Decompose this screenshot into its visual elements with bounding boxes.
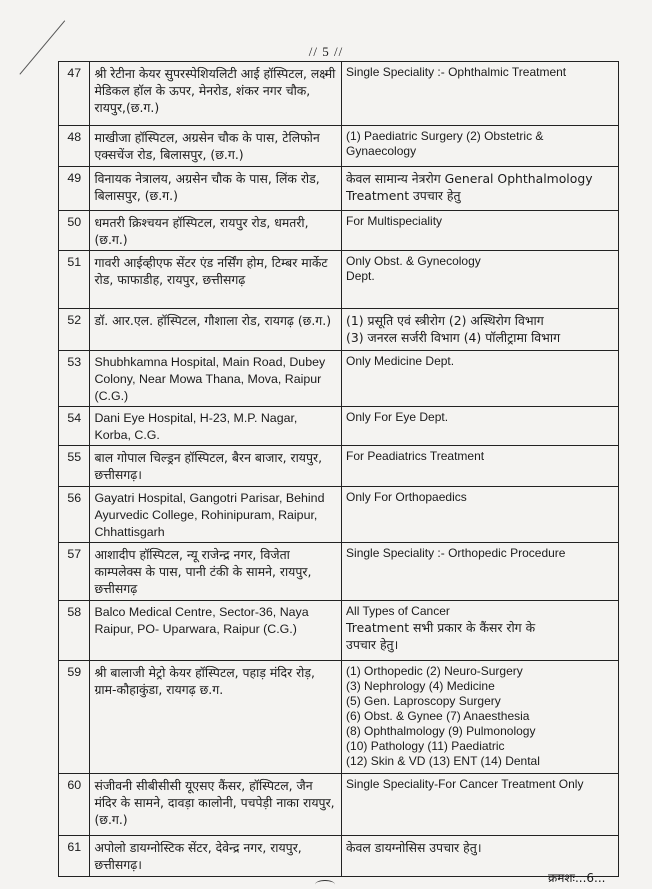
serial-number: 56 xyxy=(59,487,90,543)
serial-number: 53 xyxy=(59,351,90,407)
remark-line: केवल सामान्य नेत्ररोग General Ophthalmology xyxy=(346,171,593,186)
hospital-name-address: बाल गोपाल चिल्ड्रन हॉस्पिटल, बैरन बाजार, रायपुर, छत्तीसगढ़। xyxy=(90,446,342,487)
remark-line: Single Speciality-For Cancer Treatment Only xyxy=(346,777,584,791)
remark-line: उपचार हेतु। xyxy=(346,637,399,652)
remark-line: Single Speciality :- Ophthalmic Treatment xyxy=(346,65,567,79)
serial-number: 48 xyxy=(59,126,90,167)
table-row xyxy=(59,126,619,167)
serial-number: 58 xyxy=(59,601,90,661)
remark-line: Treatment सभी प्रकार के कैंसर रोग के xyxy=(346,620,536,635)
table-row xyxy=(59,309,619,351)
remark-line: केवल डायग्नोसिस उपचार हेतु। xyxy=(346,840,482,855)
remark-line: (12) Skin & VD (13) ENT (14) Dental xyxy=(346,754,540,768)
speciality-remarks xyxy=(342,62,619,126)
hospital-list-table xyxy=(58,61,619,877)
hospital-name-address: धमतरी क्रिश्चयन हॉस्पिटल, रायपुर रोड, धमतरी, (छ.ग.) xyxy=(90,211,342,251)
serial-number: 47 xyxy=(59,62,90,126)
page-number: // 5 // xyxy=(308,44,344,59)
hospital-name-address: अपोलो डायग्नोस्टिक सेंटर, देवेन्द्र नगर, रायपुर, छत्तीसगढ़। xyxy=(90,836,342,877)
serial-number: 54 xyxy=(59,407,90,446)
hospital-name-address: विनायक नेत्रालय, अग्रसेन चौक के पास, लिंक रोड, बिलासपुर, (छ.ग.) xyxy=(90,167,342,211)
speciality-remarks xyxy=(342,407,619,446)
hospital-name-address: श्री रेटीना केयर सुपरस्पेशियलिटी आई हॉस्पिटल, लक्ष्मी मेडिकल हॉल के ऊपर, मेनरोड, शंकर नगर चौक, रायपुर,(छ.ग.) xyxy=(90,62,342,126)
remark-line: Only Obst. & Gynecology xyxy=(346,254,481,268)
serial-number: 55 xyxy=(59,446,90,487)
table-row xyxy=(59,836,619,877)
speciality-remarks xyxy=(342,351,619,407)
remark-line: (3) जनरल सर्जरी विभाग (4) पॉलीट्रामा विभाग xyxy=(346,330,561,345)
serial-number: 57 xyxy=(59,543,90,601)
remark-line: (1) प्रसूति एवं स्त्रीरोग (2) अस्थिरोग विभाग xyxy=(346,313,544,328)
hospital-name-address: आशादीप हॉस्पिटल, न्यू राजेन्द्र नगर, विजेता काम्पलेक्स के पास, पानी टंकी के सामने, रायपुर, छत्तीसगढ़ xyxy=(90,543,342,601)
table-row xyxy=(59,251,619,309)
speciality-remarks xyxy=(342,543,619,601)
continued-marker: क्रमशः...6... xyxy=(548,871,606,885)
remark-line: For Multispeciality xyxy=(346,214,443,228)
remark-line: Treatment उपचार हेतु xyxy=(346,188,461,203)
hospital-name-address: संजीवनी सीबीसीसी यूएसए कैंसर, हॉस्पिटल, जैन मंदिर के सामने, दावड़ा कालोनी, पचपेड़ी नाका रायपुर, (छ.ग.) xyxy=(90,774,342,836)
table-row xyxy=(59,167,619,211)
remark-line: (8) Ophthalmology (9) Pulmonology xyxy=(346,724,536,738)
remark-line: Gynaecology xyxy=(346,144,417,158)
table-row xyxy=(59,601,619,661)
remark-line: (3) Nephrology (4) Medicine xyxy=(346,679,495,693)
table-row xyxy=(59,774,619,836)
speciality-remarks xyxy=(342,251,619,309)
table-row xyxy=(59,407,619,446)
corner-fold-mark xyxy=(0,0,65,75)
speciality-remarks xyxy=(342,446,619,487)
remark-line: For Peadiatrics Treatment xyxy=(346,449,485,463)
hospital-name-address: Gayatri Hospital, Gangotri Parisar, Behind Ayurvedic College, Rohinipuram, Raipur, Chhattisgarh xyxy=(90,487,342,543)
serial-number: 51 xyxy=(59,251,90,309)
table-row xyxy=(59,487,619,543)
hospital-name-address: श्री बालाजी मेट्रो केयर हॉस्पिटल, पहाड़ मंदिर रोड़, ग्राम-कौहाकुंडा, रायगढ़ छ.ग. xyxy=(90,661,342,774)
speciality-remarks xyxy=(342,211,619,251)
remark-line: (1) Orthopedic (2) Neuro-Surgery xyxy=(346,664,523,678)
table-row xyxy=(59,351,619,407)
remark-line: (1) Paediatric Surgery (2) Obstetric & xyxy=(346,129,544,143)
speciality-remarks xyxy=(342,487,619,543)
remark-line: (5) Gen. Laproscopy Surgery xyxy=(346,694,501,708)
remark-line: All Types of Cancer xyxy=(346,604,450,618)
hospital-name-address: माखीजा हॉस्पिटल, अग्रसेन चौक के पास, टेलिफोन एक्सचेंज रोड, बिलासपुर, (छ.ग.) xyxy=(90,126,342,167)
remark-line: Only For Orthopaedics xyxy=(346,490,467,504)
table-row xyxy=(59,661,619,774)
remark-line: Dept. xyxy=(346,269,375,283)
remark-line: Only For Eye Dept. xyxy=(346,410,449,424)
table-row xyxy=(59,211,619,251)
table-row xyxy=(59,62,619,126)
serial-number: 52 xyxy=(59,309,90,351)
table-row xyxy=(59,543,619,601)
remark-line: Single Speciality :- Orthopedic Procedure xyxy=(346,546,566,560)
speciality-remarks xyxy=(342,167,619,211)
table-row xyxy=(59,446,619,487)
serial-number: 60 xyxy=(59,774,90,836)
remark-line: (6) Obst. & Gynee (7) Anaesthesia xyxy=(346,709,530,723)
hospital-name-address: Balco Medical Centre, Sector-36, Naya Raipur, PO- Uparwara, Raipur (C.G.) xyxy=(90,601,342,661)
remark-line: (10) Pathology (11) Paediatric xyxy=(346,739,505,753)
hospital-name-address: Dani Eye Hospital, H-23, M.P. Nagar, Korba, C.G. xyxy=(90,407,342,446)
speciality-remarks xyxy=(342,661,619,774)
speciality-remarks xyxy=(342,774,619,836)
hospital-name-address: Shubhkamna Hospital, Main Road, Dubey Colony, Near Mowa Thana, Mova, Raipur (C.G.) xyxy=(90,351,342,407)
serial-number: 59 xyxy=(59,661,90,774)
hospital-name-address: गावरी आईव्हीएफ सेंटर एंड नर्सिंग होम, टिम्बर मार्केट रोड, फाफाडीह, रायपुर, छत्तीसगढ़ xyxy=(90,251,342,309)
speciality-remarks xyxy=(342,601,619,661)
serial-number: 49 xyxy=(59,167,90,211)
speciality-remarks xyxy=(342,309,619,351)
hospital-name-address: डॉ. आर.एल. हॉस्पिटल, गौशाला रोड, रायगढ़ (छ.ग.) xyxy=(90,309,342,351)
serial-number: 50 xyxy=(59,211,90,251)
remark-line: Only Medicine Dept. xyxy=(346,354,455,368)
serial-number: 61 xyxy=(59,836,90,877)
speciality-remarks xyxy=(342,126,619,167)
